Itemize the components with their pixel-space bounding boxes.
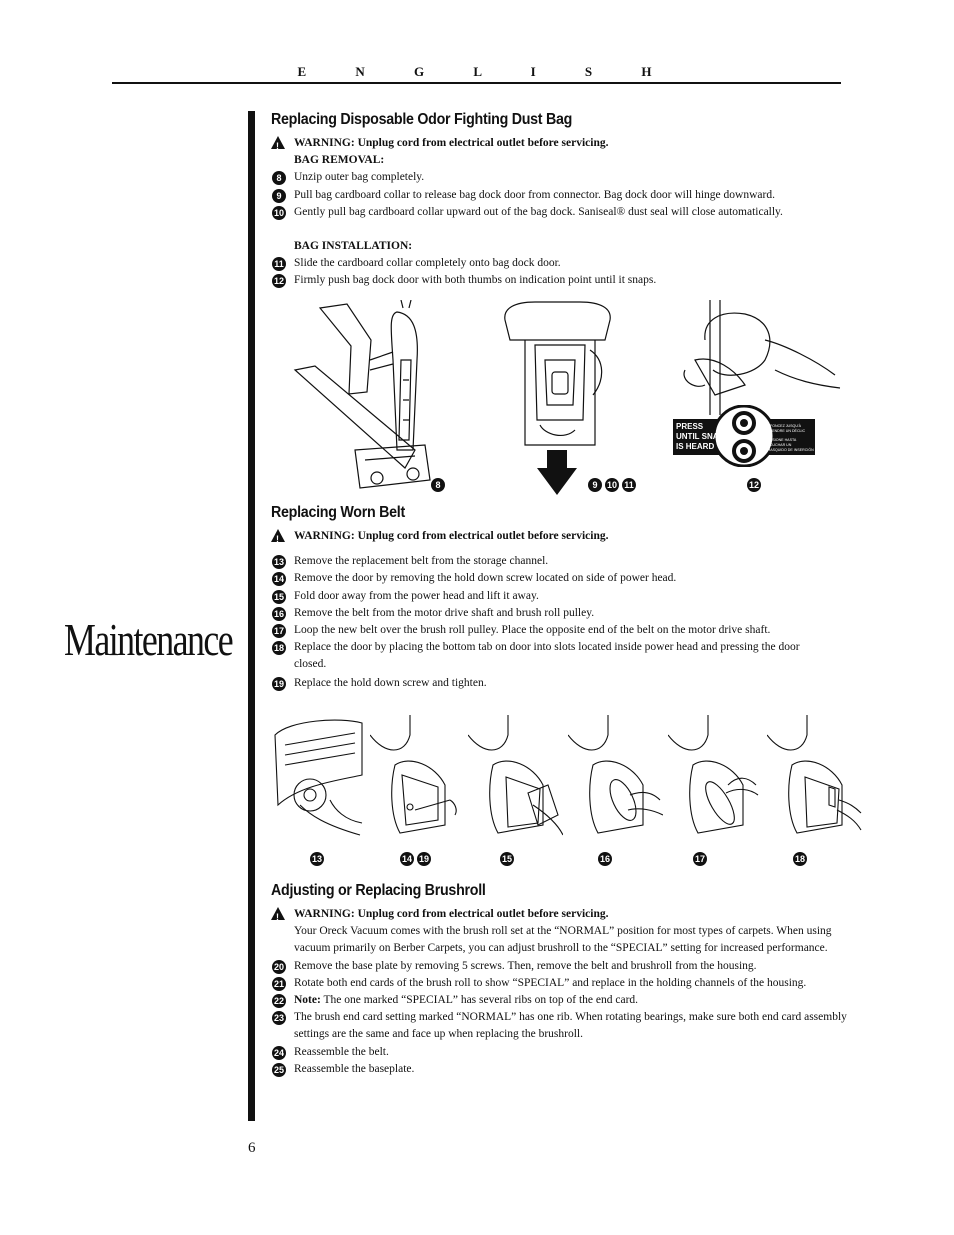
step-item: 11 Slide the cardboard collar completely onto bag dock door. [271, 255, 861, 272]
side-title: Maintenance [64, 614, 233, 665]
figure-label: 14 19 [401, 854, 429, 864]
side-bar [248, 111, 255, 1121]
figure-label: 17 [694, 854, 705, 864]
section-title: Replacing Disposable Odor Fighting Dust Bag [271, 111, 573, 128]
illustration-belt-step-14 [370, 715, 465, 845]
illustration-bag-unzip [285, 300, 450, 495]
header-rule [112, 82, 841, 84]
step-item: 19 Replace the hold down screw and tighten. [273, 676, 487, 689]
step-item: 8 Unzip outer bag completely. [271, 169, 861, 186]
step-item: 13 Remove the replacement belt from the storage channel. [273, 555, 549, 568]
step-item: 18 Replace the door by placing the bottom tab on door into slots located inside power head and pressing the door closed. [273, 641, 800, 671]
step-item: 21 Rotate both end cards of the brush roll to show “SPECIAL” and replace in the holding channels of the housing. [273, 976, 807, 989]
step-item: 20 Remove the base plate by removing 5 screws. Then, remove the belt and brushroll from the housing. [273, 959, 757, 972]
sticker-fr-text: ENFONCEZ JUSQU'À [765, 424, 802, 428]
step-item: 16 Remove the belt from the motor drive shaft and brush roll pulley. [273, 606, 595, 619]
sticker-press-text: PRESS [676, 422, 704, 431]
figure-label: 16 [599, 854, 610, 864]
figure-label: 15 [501, 854, 512, 864]
step-item: 25 Reassemble the baseplate. [273, 1062, 415, 1075]
intro-paragraph: Your Oreck Vacuum comes with the brush roll set at the “NORMAL” position for most types of carpets. When using vacuum primarily on Berber Carpets, you can adjust brushroll to the “SPECIAL” setting for increased performance. [294, 925, 832, 955]
sticker-es-text: CHASQUIDO DE INSERCIÓN [765, 448, 814, 452]
language-header: E N G L I S H [297, 64, 675, 79]
section-brushroll [271, 882, 861, 1078]
warning-line: ! WARNING: Unplug cord from electrical outlet before servicing. [271, 906, 861, 923]
warning-icon [271, 907, 285, 920]
illustration-belt-step-13 [270, 715, 365, 845]
figure-label: 13 [311, 854, 322, 864]
section-bag [271, 111, 861, 290]
sticker-es-text: ESCUCHAR UN [765, 443, 792, 447]
snap-sticker [673, 405, 815, 467]
step-item: 24 Reassemble the belt. [273, 1045, 389, 1058]
step-item: 9 Pull bag cardboard collar to release bag dock door from connector. Bag dock door will hinge downward. [271, 187, 861, 204]
figure-label: 9 10 11 [588, 478, 636, 492]
illustration-belt-step-18 [767, 715, 862, 845]
warning-line: ! WARNING: Unplug cord from electrical outlet before servicing. [271, 135, 861, 152]
figure-label: 18 [794, 854, 805, 864]
sticker-fr-text: ENTENDRE UN DÉCLIC [765, 429, 806, 433]
step-item: 10 Gently pull bag cardboard collar upward out of the bag dock. Saniseal® dust seal will close automatically. [273, 205, 783, 218]
section-title: Adjusting or Replacing Brushroll [271, 882, 486, 899]
illustration-belt-step-15 [468, 715, 563, 845]
sticker-es-text: PRESIONE HASTA [765, 438, 797, 442]
step-item: 22 Note: The one marked “SPECIAL” has several ribs on top of the end card. [273, 994, 639, 1007]
warning-icon [271, 136, 285, 149]
sticker-heard-text: IS HEARD [676, 442, 715, 451]
illustration-bag-dock [495, 300, 620, 495]
section-title: Replacing Worn Belt [271, 504, 405, 521]
step-item: 14 Remove the door by removing the hold down screw located on side of power head. [273, 572, 677, 585]
subheading: BAG INSTALLATION: [294, 240, 413, 253]
sticker-until-text: UNTIL SNAP [676, 432, 724, 441]
illustration-belt-step-17 [668, 715, 763, 845]
page-number: 6 [248, 1140, 256, 1156]
step-item: 15 Fold door away from the power head and lift it away. [273, 589, 539, 602]
figure-label: 12 [748, 480, 759, 490]
step-item: 12 Firmly push bag dock door with both thumbs on indication point until it snaps. [273, 274, 657, 287]
step-item: 23 The brush end card setting marked “NORMAL” has one rib. When rotating bearings, make sure both end card assembly settings are the same and face up when replacing the brushroll. [273, 1011, 847, 1041]
section-belt [271, 504, 861, 692]
subheading: BAG REMOVAL: [294, 154, 385, 167]
illustration-belt-step-16 [568, 715, 663, 845]
warning-icon [271, 529, 285, 542]
warning-line: ! WARNING: Unplug cord from electrical outlet before servicing. [271, 528, 861, 545]
figure-label: 8 [431, 478, 445, 492]
step-item: 17 Loop the new belt over the brush roll pulley. Place the opposite end of the belt on the motor drive shaft. [273, 624, 771, 637]
